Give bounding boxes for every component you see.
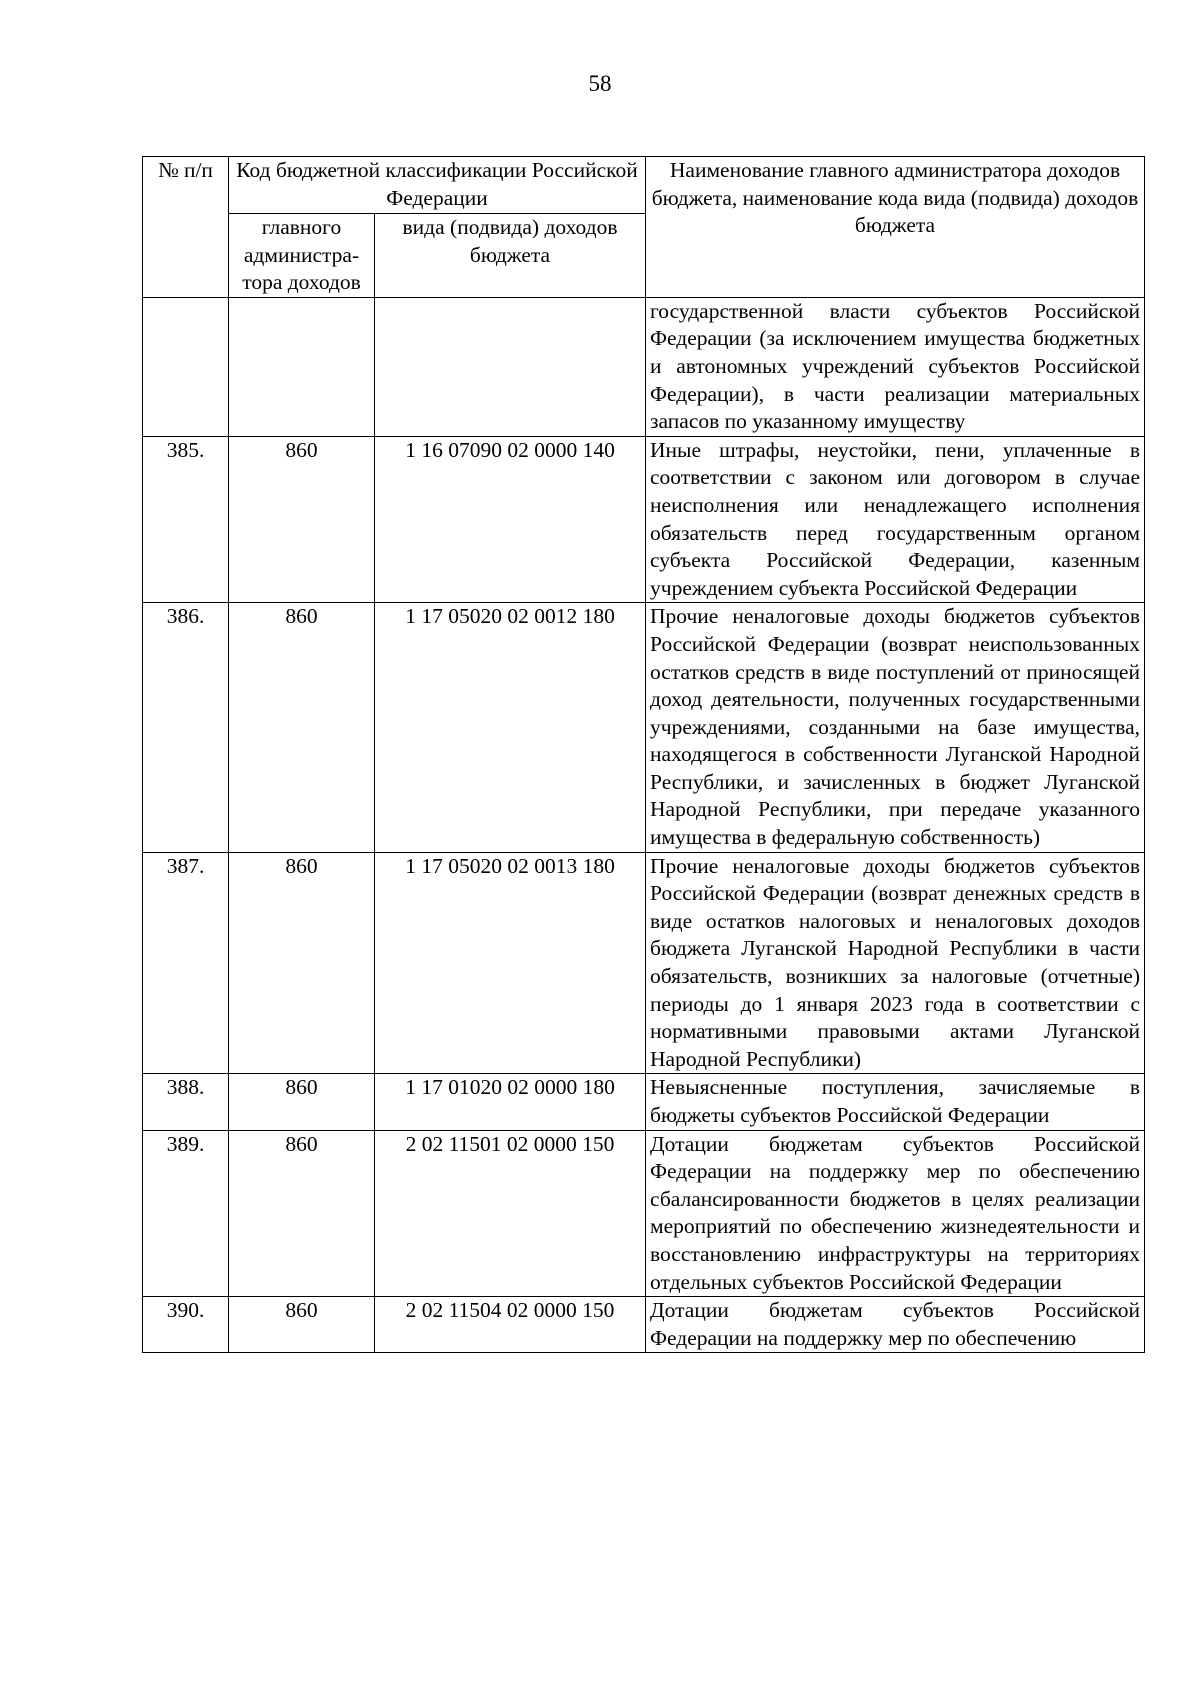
row-revenue-code: 1 17 05020 02 0013 180 (375, 852, 646, 1074)
header-row-1 (143, 157, 1145, 214)
row-revenue-code: 1 17 01020 02 0000 180 (375, 1074, 646, 1130)
table-row (143, 603, 1145, 852)
row-admin-code: 860 (229, 1074, 375, 1130)
table-row (143, 1074, 1145, 1130)
table-header (143, 157, 1145, 298)
row-revenue-code: 2 02 11504 02 0000 150 (375, 1297, 646, 1353)
table-row-continuation (143, 297, 1145, 436)
table-row (143, 1297, 1145, 1353)
row-admin-code: 860 (229, 436, 375, 603)
row-num (143, 297, 229, 436)
row-num: 388. (143, 1074, 229, 1130)
row-admin-code: 860 (229, 603, 375, 852)
row-revenue-code: 2 02 11501 02 0000 150 (375, 1130, 646, 1297)
row-num: 389. (143, 1130, 229, 1297)
row-num: 390. (143, 1297, 229, 1353)
row-name: Иные штрафы, неустойки, пени, уплаченные в соответствии с законом или договором в случае неисполнения или ненадлежащего исполнения обязательств перед государственным органом субъекта Российской Федерации, казенным учреждением субъекта Российской Федерации (646, 436, 1145, 603)
table-row (143, 852, 1145, 1074)
row-revenue-code (375, 297, 646, 436)
row-admin-code: 860 (229, 852, 375, 1074)
row-name: Прочие неналоговые доходы бюджетов субъектов Российской Федерации (возврат неиспользованных остатков средств в виде поступлений от приносящей доход деятельности, полученных государственными учреждениями, созданными на базе имущества, находящегося в собственности Луганской Народной Республики, и зачисленных в бюджет Луганской Народной Республики, при передаче указанного имущества в федеральную собственность) (646, 603, 1145, 852)
page-number: 58 (588, 71, 612, 96)
row-revenue-code: 1 17 05020 02 0012 180 (375, 603, 646, 852)
revenue-codes-table (142, 156, 1145, 1353)
header-admin: главного администра-тора доходов (229, 214, 375, 298)
header-kbk: Код бюджетной классификации Российской Федерации (229, 157, 646, 214)
row-revenue-code: 1 16 07090 02 0000 140 (375, 436, 646, 603)
header-name: Наименование главного администратора доходов бюджета, наименование кода вида (подвида) доходов бюджета (646, 157, 1145, 298)
table-body (143, 297, 1145, 1353)
header-num: № п/п (143, 157, 229, 298)
table-row (143, 1130, 1145, 1297)
header-code: вида (подвида) доходов бюджета (375, 214, 646, 298)
row-admin-code: 860 (229, 1130, 375, 1297)
row-admin-code: 860 (229, 1297, 375, 1353)
row-name: Невыясненные поступления, зачисляемые в бюджеты субъектов Российской Федерации (646, 1074, 1145, 1130)
row-name: государственной власти субъектов Российской Федерации (за исключением имущества бюджетных и автономных учреждений субъектов Российской Федерации), в части реализации материальных запасов по указанному имуществу (646, 297, 1145, 436)
row-num: 385. (143, 436, 229, 603)
row-name: Дотации бюджетам субъектов Российской Федерации на поддержку мер по обеспечению (646, 1297, 1145, 1353)
row-name: Дотации бюджетам субъектов Российской Федерации на поддержку мер по обеспечению сбалансированности бюджетов в целях реализации мероприятий по обеспечению жизнедеятельности и восстановлению инфраструктуры на территориях отдельных субъектов Российской Федерации (646, 1130, 1145, 1297)
row-num: 387. (143, 852, 229, 1074)
table-row (143, 436, 1145, 603)
row-admin-code (229, 297, 375, 436)
row-name: Прочие неналоговые доходы бюджетов субъектов Российской Федерации (возврат денежных средств в виде остатков налоговых и неналоговых доходов бюджета Луганской Народной Республики в части обязательств, возникших за налоговые (отчетные) периоды до 1 января 2023 года в соответствии с нормативными правовыми актами Луганской Народной Республики) (646, 852, 1145, 1074)
row-num: 386. (143, 603, 229, 852)
